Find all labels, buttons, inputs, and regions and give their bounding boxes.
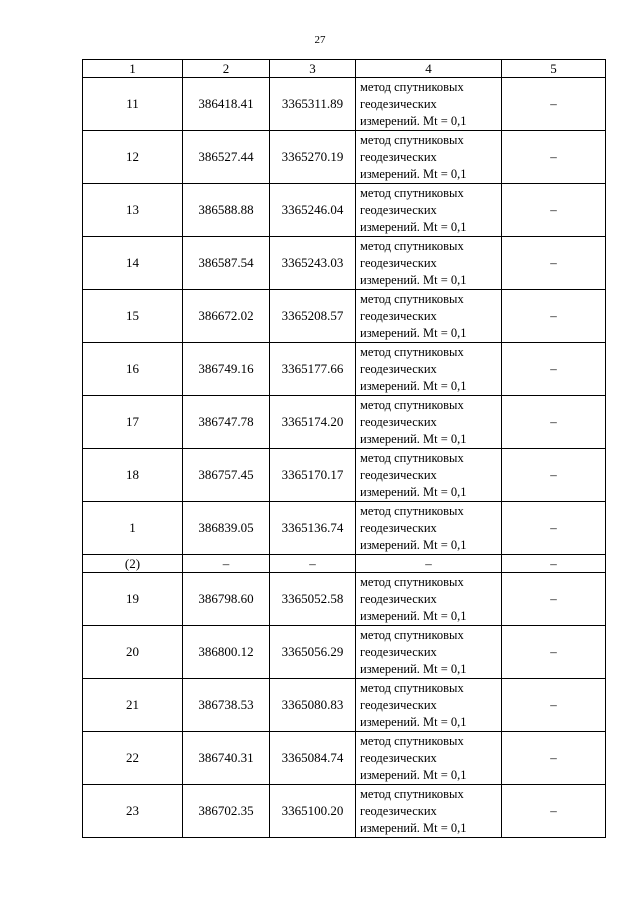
method-line: измерений. Mt = 0,1 [360, 378, 467, 393]
table-row [83, 732, 606, 785]
table-row [83, 290, 606, 343]
y-coordinate-cell: 3365080.83 [270, 679, 356, 732]
method-line: геодезических [360, 414, 437, 429]
note-cell: – [502, 626, 606, 679]
method-cell [356, 449, 502, 502]
y-coordinate-cell: 3365243.03 [270, 237, 356, 290]
note-cell: – [502, 732, 606, 785]
method-line: измерений. Mt = 0,1 [360, 484, 467, 499]
method-cell [356, 396, 502, 449]
method-line: метод спутниковых [360, 132, 464, 147]
header-col-1: 1 [83, 60, 183, 78]
method-line: геодезических [360, 361, 437, 376]
x-coordinate-cell: 386747.78 [183, 396, 270, 449]
method-line: геодезических [360, 591, 437, 606]
note-cell: – [502, 290, 606, 343]
method-line: измерений. Mt = 0,1 [360, 272, 467, 287]
method-line: геодезических [360, 750, 437, 765]
table-row [83, 184, 606, 237]
method-cell [356, 573, 502, 626]
x-coordinate-cell: 386588.88 [183, 184, 270, 237]
point-number-cell: 18 [83, 449, 183, 502]
note-cell: – [502, 78, 606, 131]
method-cell [356, 785, 502, 838]
method-cell [356, 343, 502, 396]
point-number-cell: 21 [83, 679, 183, 732]
page-number: 27 [314, 34, 326, 46]
method-line: измерений. Mt = 0,1 [360, 219, 467, 234]
y-coordinate-cell: 3365084.74 [270, 732, 356, 785]
table-row [83, 449, 606, 502]
method-cell [356, 290, 502, 343]
method-line: измерений. Mt = 0,1 [360, 767, 467, 782]
method-line: метод спутниковых [360, 503, 464, 518]
method-line: метод спутниковых [360, 450, 464, 465]
x-coordinate-cell: 386587.54 [183, 237, 270, 290]
method-line: геодезических [360, 255, 437, 270]
method-line: геодезических [360, 467, 437, 482]
note-cell: – [502, 131, 606, 184]
x-coordinate-cell: 386527.44 [183, 131, 270, 184]
y-coordinate-cell: 3365174.20 [270, 396, 356, 449]
note-cell: – [502, 449, 606, 502]
x-coordinate-cell: 386800.12 [183, 626, 270, 679]
table-row [83, 78, 606, 131]
point-number-cell: 23 [83, 785, 183, 838]
y-coordinate-cell: 3365177.66 [270, 343, 356, 396]
method-line: метод спутниковых [360, 680, 464, 695]
x-coordinate-cell: 386672.02 [183, 290, 270, 343]
point-number-cell: 17 [83, 396, 183, 449]
method-cell [356, 78, 502, 131]
x-coordinate-cell: 386839.05 [183, 502, 270, 555]
y-coordinate-cell: 3365100.20 [270, 785, 356, 838]
method-line: геодезических [360, 520, 437, 535]
method-line: измерений. Mt = 0,1 [360, 714, 467, 729]
table-row [83, 679, 606, 732]
point-number-cell: 14 [83, 237, 183, 290]
contour-label-cell: (2) [83, 555, 183, 573]
note-cell: – [502, 396, 606, 449]
note-cell: – [502, 237, 606, 290]
method-line: измерений. Mt = 0,1 [360, 537, 467, 552]
method-line: метод спутниковых [360, 786, 464, 801]
table-row [83, 626, 606, 679]
contour-separator-row [83, 555, 606, 573]
point-number-cell: 22 [83, 732, 183, 785]
method-line: метод спутниковых [360, 291, 464, 306]
note-cell: – [502, 555, 606, 573]
point-number-cell: 19 [83, 573, 183, 626]
method-line: измерений. Mt = 0,1 [360, 431, 467, 446]
header-col-5: 5 [502, 60, 606, 78]
x-coordinate-cell: 386702.35 [183, 785, 270, 838]
method-line: измерений. Mt = 0,1 [360, 113, 467, 128]
y-coordinate-cell: 3365208.57 [270, 290, 356, 343]
y-coordinate-cell: 3365052.58 [270, 573, 356, 626]
x-coordinate-cell: 386749.16 [183, 343, 270, 396]
method-line: геодезических [360, 697, 437, 712]
note-cell: – [502, 679, 606, 732]
point-number-cell: 20 [83, 626, 183, 679]
table-row [83, 396, 606, 449]
y-coordinate-cell: 3365246.04 [270, 184, 356, 237]
point-number-cell: 1 [83, 502, 183, 555]
method-line: геодезических [360, 202, 437, 217]
note-cell: – [502, 573, 606, 626]
y-coordinate-cell: 3365170.17 [270, 449, 356, 502]
method-line: метод спутниковых [360, 79, 464, 94]
point-number-cell: 13 [83, 184, 183, 237]
point-number-cell: 16 [83, 343, 183, 396]
coordinates-table [82, 59, 606, 838]
method-line: метод спутниковых [360, 733, 464, 748]
note-cell: – [502, 502, 606, 555]
method-line: измерений. Mt = 0,1 [360, 166, 467, 181]
note-cell: – [502, 343, 606, 396]
method-line: измерений. Mt = 0,1 [360, 820, 467, 835]
table-row [83, 237, 606, 290]
method-line: геодезических [360, 644, 437, 659]
note-cell: – [502, 785, 606, 838]
y-coordinate-cell: 3365056.29 [270, 626, 356, 679]
method-line: измерений. Mt = 0,1 [360, 608, 467, 623]
table-row [83, 573, 606, 626]
method-line: метод спутниковых [360, 397, 464, 412]
method-line: геодезических [360, 308, 437, 323]
note-cell: – [502, 184, 606, 237]
x-coordinate-cell: 386418.41 [183, 78, 270, 131]
method-cell [356, 131, 502, 184]
method-line: геодезических [360, 149, 437, 164]
method-line: метод спутниковых [360, 627, 464, 642]
y-coordinate-cell: – [270, 555, 356, 573]
method-line: метод спутниковых [360, 344, 464, 359]
method-cell: – [356, 555, 502, 573]
y-coordinate-cell: 3365270.19 [270, 131, 356, 184]
table-row [83, 131, 606, 184]
table-row [83, 785, 606, 838]
y-coordinate-cell: 3365311.89 [270, 78, 356, 131]
method-cell [356, 237, 502, 290]
x-coordinate-cell: 386740.31 [183, 732, 270, 785]
header-col-4: 4 [356, 60, 502, 78]
point-number-cell: 11 [83, 78, 183, 131]
header-row [83, 60, 606, 78]
point-number-cell: 15 [83, 290, 183, 343]
x-coordinate-cell: 386738.53 [183, 679, 270, 732]
table-row [83, 502, 606, 555]
table-row [83, 343, 606, 396]
header-col-2: 2 [183, 60, 270, 78]
method-cell [356, 679, 502, 732]
method-line: метод спутниковых [360, 185, 464, 200]
method-line: измерений. Mt = 0,1 [360, 661, 467, 676]
header-col-3: 3 [270, 60, 356, 78]
method-cell [356, 626, 502, 679]
method-line: геодезических [360, 96, 437, 111]
point-number-cell: 12 [83, 131, 183, 184]
method-line: геодезических [360, 803, 437, 818]
method-cell [356, 184, 502, 237]
y-coordinate-cell: 3365136.74 [270, 502, 356, 555]
x-coordinate-cell: – [183, 555, 270, 573]
method-line: измерений. Mt = 0,1 [360, 325, 467, 340]
x-coordinate-cell: 386757.45 [183, 449, 270, 502]
method-line: метод спутниковых [360, 238, 464, 253]
method-cell [356, 502, 502, 555]
method-cell [356, 732, 502, 785]
method-line: метод спутниковых [360, 574, 464, 589]
x-coordinate-cell: 386798.60 [183, 573, 270, 626]
